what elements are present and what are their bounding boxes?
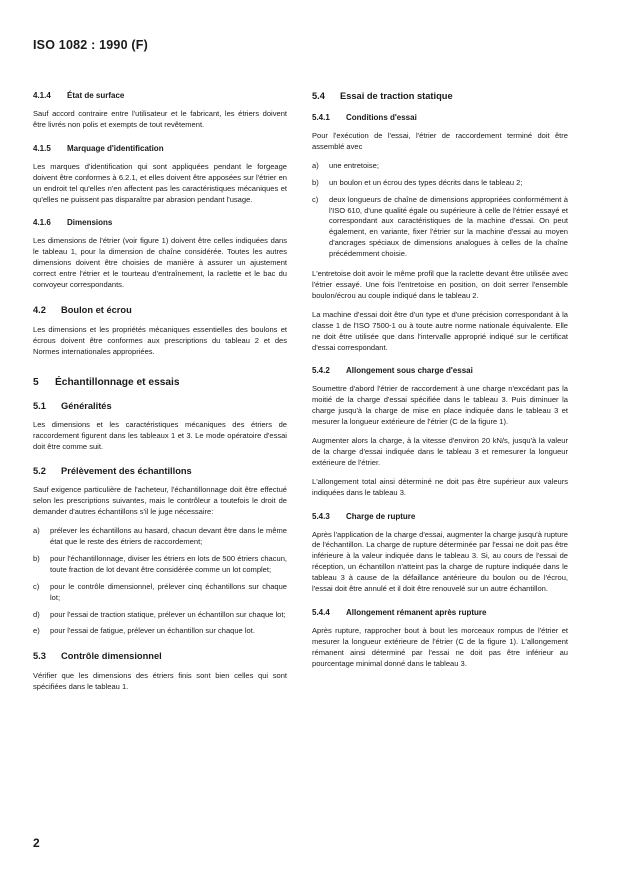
paragraph: Pour l'exécution de l'essai, l'étrier de raccordement terminé doit être assemblé avec [312, 131, 568, 151]
paragraph: Vérifier que les dimensions des étriers finis sont bien celles qui sont spécifiées dans le tableau 1. [33, 671, 287, 692]
heading-5-4-2: 5.4.2 Allongement sous charge d'essai [312, 366, 473, 376]
paragraph: L'entretoise doit avoir le même profil que la raclette devant être utilisée avec l'étrier essayé. Une fois l'entretoise en position, on doit serrer l'ensemble boulon/écrou au couple indiqué dans le tableau 2. [312, 269, 568, 300]
heading-4-2: 4.2 Boulon et écrou [33, 304, 132, 315]
paragraph: Les dimensions de l'étrier (voir figure 1) doivent être celles indiquées dans le tableau 1, pour la dimension de chaîne considérée. Toutes les autres dimensions doivent être choisies de manière à assurer un ajustement correct entre l'étrier et le tourteau d'entraînement, la raclette et le bac du convoyeur correspondants. [33, 236, 287, 290]
list-item: e) pour l'essai de fatigue, prélever un échantillon sur chaque lot. [33, 626, 255, 636]
paragraph: L'allongement total ainsi déterminé ne doit pas être supérieur aux valeurs indiquées dans le tableau 3. [312, 476, 568, 497]
heading-5-1: 5.1 Généralités [33, 400, 112, 411]
list-item: c) pour le contrôle dimensionnel, prélever cinq échantillons sur chaque lot; [33, 581, 287, 602]
list-item: b) pour l'échantillonnage, diviser les étriers en lots de 500 étriers chacun, toute fraction de lot devant être considérée comme un lot complet; [33, 553, 287, 574]
paragraph: Les dimensions et les caractéristiques mécaniques des étriers de raccordement figurent dans les tableaux 1 et 3. Le mode opératoire d'essai doit être comme suit. [33, 419, 287, 451]
heading-5-4-3: 5.4.3 Charge de rupture [312, 511, 416, 521]
list-item: a) prélever les échantillons au hasard, chacun devant être dans le même état que le reste des étriers de raccordement; [33, 526, 287, 547]
heading-5-3: 5.3 Contrôle dimensionnel [33, 651, 162, 662]
paragraph: Après rupture, rapprocher bout à bout les morceaux rompus de l'étrier et mesurer la longueur extérieure de l'étrier (C de la figure 1). L'allongement rémanent ainsi déterminé par l'essai ne doit pas être inférieur au pourcentage minimal donné dans le tableau 3. [312, 626, 568, 668]
paragraph: Augmenter alors la charge, à la vitesse d'environ 20 kN/s, jusqu'à la valeur de la charge d'essai indiquée dans le tableau 3 et remesurer la longueur extérieure de l'étrier. [312, 436, 568, 467]
paragraph: Les dimensions et les propriétés mécaniques essentielles des boulons et écrous doivent être conformes aux prescriptions du tableau 2 et des Normes internationales appropriées. [33, 324, 287, 356]
list-item: a) une entretoise; [312, 160, 379, 170]
heading-4-1-4: 4.1.4 État de surface [33, 91, 125, 100]
page-number: 2 [33, 836, 40, 850]
document-header: ISO 1082 : 1990 (F) [33, 38, 148, 52]
heading-5-4-4: 5.4.4 Allongement rémanent après rupture [312, 608, 487, 617]
paragraph: Les marques d'identification qui sont appliquées pendant le forgeage doivent être conformes à 6.2.1, et elles doivent être apposées sur l'étrier en un endroit tel qu'elles n'en affectent pas les caractéristiques mécaniques et qu'elles ne puissent pas disparaître par abrasion pendant l'usage. [33, 161, 287, 204]
list-item: c) deux longueurs de chaîne de dimensions appropriées conformément à l'ISO 610, d'une qualité égale ou supérieure à celle de l'étrier essayé et correspondant aux caractéristiques de la machine d'essai. On peut également, en variante, fixer l'étrier sur la machine d'essai au moyen d'ancrages spéciaux de dimensions analogues à celles de la chaîne précédemment choisie. [312, 194, 568, 259]
paragraph: Sauf accord contraire entre l'utilisateur et le fabricant, les étriers doivent être livrés non polis et exempts de tout revêtement. [33, 109, 287, 129]
paragraph: Sauf exigence particulière de l'acheteur, l'échantillonnage doit être effectué selon les prescriptions suivantes, mais le contrôleur a toutefois le droit de demander d'autres échantillons s'il le juge nécessaire: [33, 485, 287, 517]
heading-5-2: 5.2 Prélèvement des échantillons [33, 466, 192, 477]
paragraph: Soumettre d'abord l'étrier de raccordement à une charge n'excédant pas la moitié de la charge d'essai spécifiée dans le tableau 3. Puis diminuer la charge jusqu'à la charge de mise en place indiquée dans le tableau 3 et mesurer la longueur extérieure de l'étrier (C de la figure 1). [312, 384, 568, 427]
paragraph: Après l'application de la charge d'essai, augmenter la charge jusqu'à rupture de l'échantillon. La charge de rupture déterminée par l'essai ne doit pas être inférieure à la valeur indiquée dans le tableau 3. Si, au cours de l'essai de réception, un échantillon n'atteint pas la charge de rupture indiquée dans le tableau 3 à cause de la défaillance antérieure du boulon ou de l'écrou, l'essai doit être annulé et il doit être renouvelé sur un autre échantillon. [312, 529, 568, 594]
heading-5: 5 Échantillonnage et essais [33, 376, 180, 388]
right-column [312, 90, 568, 670]
paragraph: La machine d'essai doit être d'un type et d'une précision correspondant à la classe 1 de l'ISO 7500-1 ou à toute autre norme nationale équivalente. Elle ne doit être utilisée que dans l'intervalle approprié indiqué sur le certificat d'essai correspondant. [312, 309, 568, 352]
heading-4-1-6: 4.1.6 Dimensions [33, 218, 113, 228]
heading-5-4: 5.4 Essai de traction statique [312, 91, 453, 101]
heading-5-4-1: 5.4.1 Conditions d'essai [312, 113, 417, 122]
list-item: d) pour l'essai de traction statique, prélever un échantillon sur chaque lot; [33, 609, 286, 619]
left-column [33, 90, 287, 693]
list-item: b) un boulon et un écrou des types décrits dans le tableau 2; [312, 177, 523, 187]
heading-4-1-5: 4.1.5 Marquage d'identification [33, 143, 164, 153]
